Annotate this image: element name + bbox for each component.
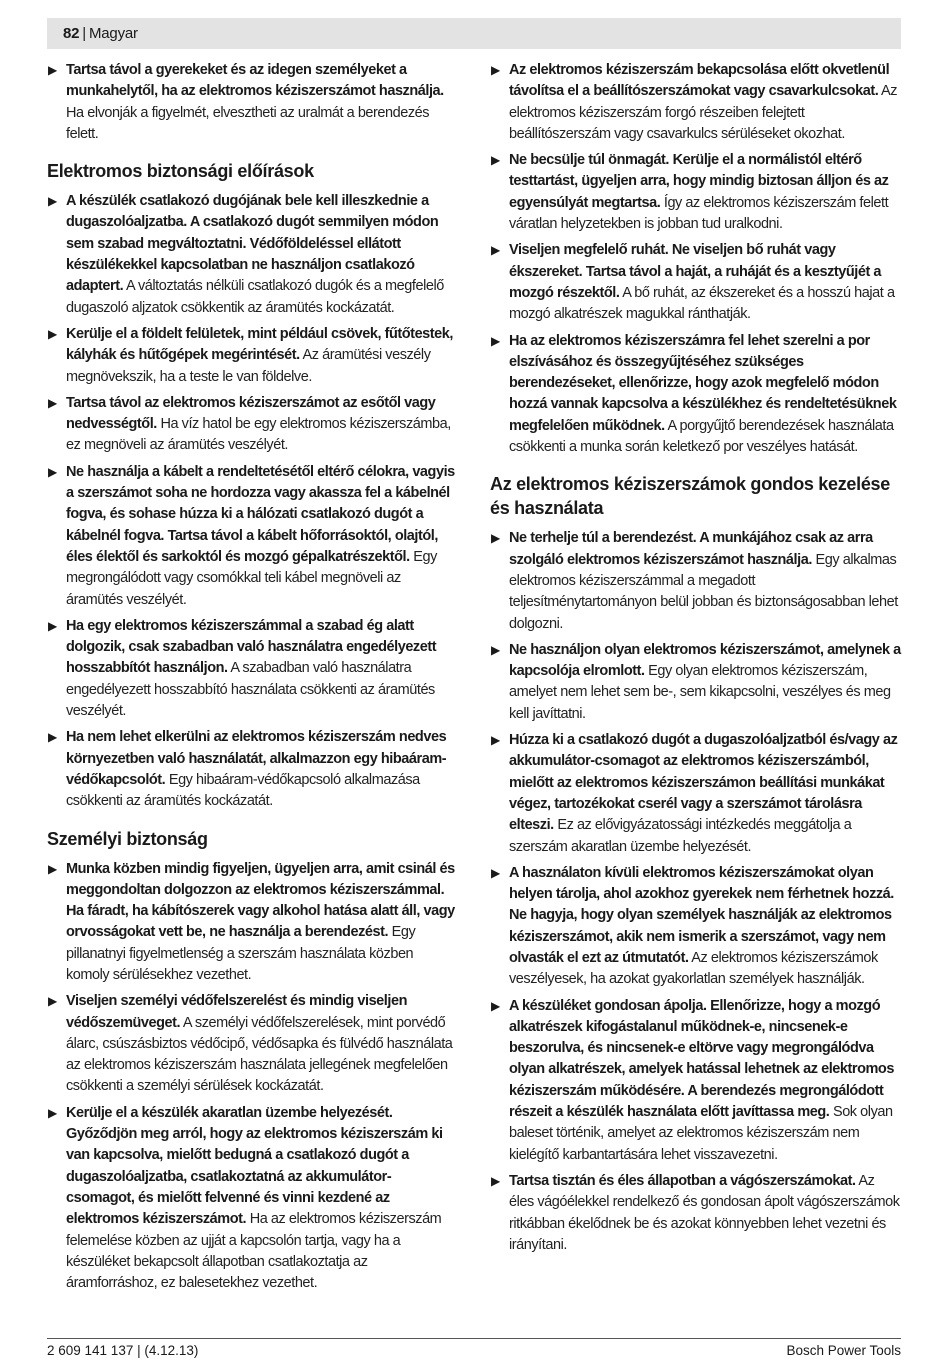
triangle-bullet-icon: ▶ bbox=[491, 243, 500, 258]
list-item bbox=[47, 393, 459, 457]
page-header bbox=[47, 18, 901, 49]
triangle-bullet-icon: ▶ bbox=[48, 994, 57, 1009]
list-item bbox=[490, 996, 902, 1166]
list-item bbox=[490, 331, 902, 459]
item-bold-text: Az elektromos kéziszerszám bekapcsolása előtt okvetlenül távolítsa el a beállítószerszámokat vagy csavarkulcsokat. bbox=[509, 62, 890, 100]
item-normal-text: Ez az elővigyázatossági intézkedés meggátolja a szerszám akaratlan üzembe helyezését. bbox=[509, 817, 852, 855]
triangle-bullet-icon: ▶ bbox=[48, 194, 57, 209]
item-normal-text: Egy olyan elektromos kéziszerszám, amelyet nem lehet sem be-, sem kikapcsolni, veszélyes és meg kell javíttatni. bbox=[509, 663, 891, 722]
footer-divider bbox=[47, 1338, 901, 1339]
item-normal-text: Ha az elektromos kéziszerszám felemelése közben az ujját a kapcsolón tartja, vagy ha a készüléket bekapcsolt állapotban csatlakoztatja az áramforráshoz, ez balesetekhez vezethet. bbox=[66, 1211, 442, 1292]
item-normal-text: Egy megrongálódott vagy csomókkal teli kábel megnöveli az áramütés veszélyét. bbox=[66, 548, 437, 608]
item-bold-text: Tartsa tisztán és éles állapotban a vágószerszámokat. bbox=[509, 1172, 856, 1189]
list-item bbox=[47, 60, 459, 145]
list-item bbox=[47, 859, 459, 987]
list-item bbox=[47, 191, 459, 319]
item-bold-text: Viseljen megfelelő ruhát. Ne viseljen bő ruhát vagy ékszereket. Tartsa távol a haját, a ruháját és a kesztyűjét a mozgó részektől. bbox=[509, 242, 882, 301]
triangle-bullet-icon: ▶ bbox=[491, 865, 500, 880]
item-normal-text: Ha elvonják a figyelmét, elvesztheti az uralmát a berendezés felett. bbox=[66, 104, 430, 142]
header-text bbox=[63, 24, 138, 43]
section-title-personal-safety: Személyi biztonság bbox=[47, 828, 208, 849]
page-number: 82 bbox=[63, 25, 80, 42]
list-item bbox=[47, 616, 459, 722]
item-bold-text: Ha az elektromos kéziszerszámra fel lehet szerelni a por elszívásához és összegyűjtéséhez szükséges berendezéseket, ellenőrizze, hogy azok megfelelő módon hozzá vannak kapcsolva a készülékhez és rendeltetésüknek megfelelően működnek. bbox=[509, 332, 897, 434]
triangle-bullet-icon: ▶ bbox=[48, 861, 57, 876]
section-title-electrical-safety: Elektromos biztonsági előírások bbox=[47, 161, 314, 182]
triangle-bullet-icon: ▶ bbox=[491, 998, 500, 1013]
item-normal-text: Ha víz hatol be egy elektromos kéziszerszámba, ez megnöveli az áramütés veszélyét. bbox=[66, 416, 451, 454]
triangle-bullet-icon: ▶ bbox=[491, 733, 500, 748]
triangle-bullet-icon: ▶ bbox=[491, 531, 500, 546]
item-normal-text: Az éles vágóélekkel rendelkező és gondosan ápolt vágószerszámok ritkábban ékelődnek be és azokat könnyebben lehet vezetni és irányítani. bbox=[509, 1172, 900, 1253]
right-column bbox=[490, 60, 902, 1261]
section-title-tool-use-and-care: Az elektromos kéziszerszámok gondos kezelése és használata bbox=[490, 474, 890, 519]
header-language: Magyar bbox=[89, 25, 138, 42]
item-bold-text: Tartsa távol az elektromos kéziszerszámot az esőtől vagy nedvességtől. bbox=[66, 394, 436, 433]
item-bold-text: Ne használja a kábelt a rendeltetésétől eltérő célokra, vagyis a szerszámot soha ne hordozza vagy akassza fel a kábelnél fogva, és sohase húzza ki a hálózati csatlakozó dugót a kábelnél fogva. Tartsa távol a kábelt hőforrásoktól, olajtól, éles élektől és sarkoktól és mozgó gépalkatrészektől. bbox=[66, 463, 455, 565]
triangle-bullet-icon: ▶ bbox=[491, 1173, 500, 1188]
item-bold-text: Ne becsülje túl önmagát. Kerülje el a normálistól eltérő testtartást, ügyeljen arra, hogy mindig biztosan álljon és az egyensúlyát megtartsa. bbox=[509, 152, 889, 211]
item-bold-text: Kerülje el a földelt felületek, mint például csövek, fűtőtestek, kályhák és hűtőgépek megérintését. bbox=[66, 325, 453, 364]
triangle-bullet-icon: ▶ bbox=[48, 326, 57, 341]
triangle-bullet-icon: ▶ bbox=[491, 63, 500, 77]
item-bold-text: A használaton kívüli elektromos kéziszerszámokat olyan helyen tárolja, ahol azokhoz gyerekek nem férhetnek hozzá. Ne hagyja, hogy olyan személyek használják az elektromos kéziszerszámot, akik nem ismerik a szerszámot, vagy nem olvasták el ezt az útmutatót. bbox=[509, 864, 894, 966]
list-item bbox=[490, 863, 902, 991]
header-separator: | bbox=[82, 25, 86, 42]
triangle-bullet-icon: ▶ bbox=[491, 333, 500, 348]
item-bold-text: Ne használjon olyan elektromos kéziszerszámot, amelynek a kapcsolója elromlott. bbox=[509, 641, 901, 680]
triangle-bullet-icon: ▶ bbox=[48, 1105, 57, 1120]
footer-doc-number: 2 609 141 137 | (4.12.13) bbox=[47, 1343, 199, 1358]
footer-brand: Bosch Power Tools bbox=[786, 1343, 901, 1358]
list-item bbox=[490, 240, 902, 325]
item-normal-text: A bő ruhát, az ékszereket és a hosszú hajat a mozgó alkatrészek magukkal ránthatják. bbox=[509, 284, 895, 323]
list-item bbox=[47, 727, 459, 812]
item-normal-text: A változtatás nélküli csatlakozó dugók és a megfelelő dugaszoló aljzatok csökkentik az áramütés kockázatát. bbox=[66, 278, 444, 316]
list-item bbox=[47, 324, 459, 388]
item-bold-text: Ne terhelje túl a berendezést. A munkájához csak az arra szolgáló elektromos kéziszerszámot használja. bbox=[509, 530, 873, 568]
triangle-bullet-icon: ▶ bbox=[491, 642, 500, 657]
item-bold-text: Kerülje el a készülék akaratlan üzembe helyezését. Győződjön meg arról, hogy az elektromos kéziszerszám ki van kapcsolva, mielőtt bedugná a csatlakozó dugót a dugaszolóaljzatba, csatlakoztatná az akkumulátor-csomagot, és mielőtt felvenné és vinni kezdené az elektromos kéziszerszámot. bbox=[66, 1104, 443, 1228]
triangle-bullet-icon: ▶ bbox=[48, 63, 57, 77]
triangle-bullet-icon: ▶ bbox=[48, 730, 57, 745]
item-bold-text: A készüléket gondosan ápolja. Ellenőrizze, hogy a mozgó alkatrészek kifogástalanul működnek-e, nincsenek-e beszorulva, és nincsenek-e eltörve vagy megrongálódva olyan alkatrészek, amelyek hatással lehetnek az elektromos kéziszerszám működésére. A berendezés megrongálódott részeit a készülék használata előtt javíttassa meg. bbox=[509, 997, 894, 1121]
item-normal-text: A személyi védőfelszerelések, mint porvédő álarc, csúszásbiztos védőcipő, védősapka és fülvédő használata az elektromos kéziszerszám használata jellegének megfelelően csökkenti a személyi sérülések kockázatát. bbox=[66, 1014, 453, 1095]
item-normal-text: Az áramütési veszély megnövekszik, ha a teste le van földelve. bbox=[66, 347, 431, 385]
item-bold-text: Ha egy elektromos kéziszerszámmal a szabad ég alatt dolgozik, csak szabadban való használatra engedélyezett hosszabbítót használjon. bbox=[66, 617, 437, 677]
list-item bbox=[490, 1171, 902, 1256]
item-bold-text: Munka közben mindig figyeljen, ügyeljen arra, amit csinál és meggondoltan dolgozzon az elektromos kéziszerszámmal. Ha fáradt, ha kábítószerek vagy alkohol hatása alatt áll, vagy orvosságokat vett be, ne használja a berendezést. bbox=[66, 860, 455, 941]
left-column bbox=[47, 60, 459, 1299]
list-item bbox=[490, 640, 902, 725]
list-item bbox=[490, 60, 902, 145]
item-normal-text: Sok olyan baleset történik, amelyet az elektromos kéziszerszám nem kielégítő karbantartására lehet visszavezetni. bbox=[509, 1104, 893, 1163]
triangle-bullet-icon: ▶ bbox=[48, 395, 57, 410]
triangle-bullet-icon: ▶ bbox=[48, 464, 57, 479]
item-bold-text: A készülék csatlakozó dugójának bele kell illeszkednie a dugaszolóaljzatba. A csatlakozó dugót semmilyen módon sem szabad megváltoztatni. Védőföldeléssel ellátott készülékekkel kapcsolatban ne használjon csatlakozó adaptert. bbox=[66, 193, 439, 295]
triangle-bullet-icon: ▶ bbox=[48, 618, 57, 633]
list-item bbox=[490, 730, 902, 858]
item-bold-text: Tartsa távol a gyerekeket és az idegen személyeket a munkahelytől, ha az elektromos kéziszerszámot használja. bbox=[66, 62, 444, 100]
triangle-bullet-icon: ▶ bbox=[491, 153, 500, 168]
item-normal-text: Egy hibaáram-védőkapcsoló alkalmazása csökkenti az áramütés kockázatát. bbox=[66, 771, 420, 810]
list-item bbox=[47, 991, 459, 1097]
item-normal-text: A porgyűjtő berendezések használata csökkenti a munka során keletkező por veszélyes hatását. bbox=[509, 417, 894, 456]
item-normal-text: Az elektromos kéziszerszámok veszélyesek, ha azokat gyakorlatlan személyek használják. bbox=[509, 949, 878, 988]
list-item bbox=[490, 528, 902, 634]
item-normal-text: Egy alkalmas elektromos kéziszerszámmal a megadott teljesítménytartományon belül jobban és biztonságosabban lehet dolgozni. bbox=[509, 551, 898, 632]
list-item bbox=[47, 462, 459, 611]
item-bold-text: Ha nem lehet elkerülni az elektromos kéziszerszám nedves környezetben való használatát, alkalmazzon egy hibaáram-védőkapcsolót. bbox=[66, 729, 447, 788]
list-item bbox=[47, 1103, 459, 1295]
item-normal-text: Így az elektromos kéziszerszám felett váratlan helyzetekben is jobban tud uralkodni. bbox=[509, 194, 889, 233]
item-normal-text: Egy pillanatnyi figyelmetlenség a szerszám használata közben komoly sérülésekhez vezethet. bbox=[66, 924, 416, 983]
item-bold-text: Viseljen személyi védőfelszerelést és mindig viseljen védőszemüveget. bbox=[66, 993, 407, 1031]
list-item bbox=[490, 150, 902, 235]
item-bold-text: Húzza ki a csatlakozó dugót a dugaszolóaljzatból és/vagy az akkumulátor-csomagot az elektromos kéziszerszámból, mielőtt az elektromos kéziszerszámon beállítási munkákat végez, tartozékokat cserél vagy a szerszámot tárolásra elteszi. bbox=[509, 732, 898, 834]
item-normal-text: Az elektromos kéziszerszám forgó részeiben felejtett beállítószerszám vagy csavarkulcs sérüléseket okozhat. bbox=[509, 83, 898, 142]
item-normal-text: A szabadban való használatra engedélyezett hosszabbító használata csökkenti az áramütés veszélyét. bbox=[66, 660, 435, 720]
